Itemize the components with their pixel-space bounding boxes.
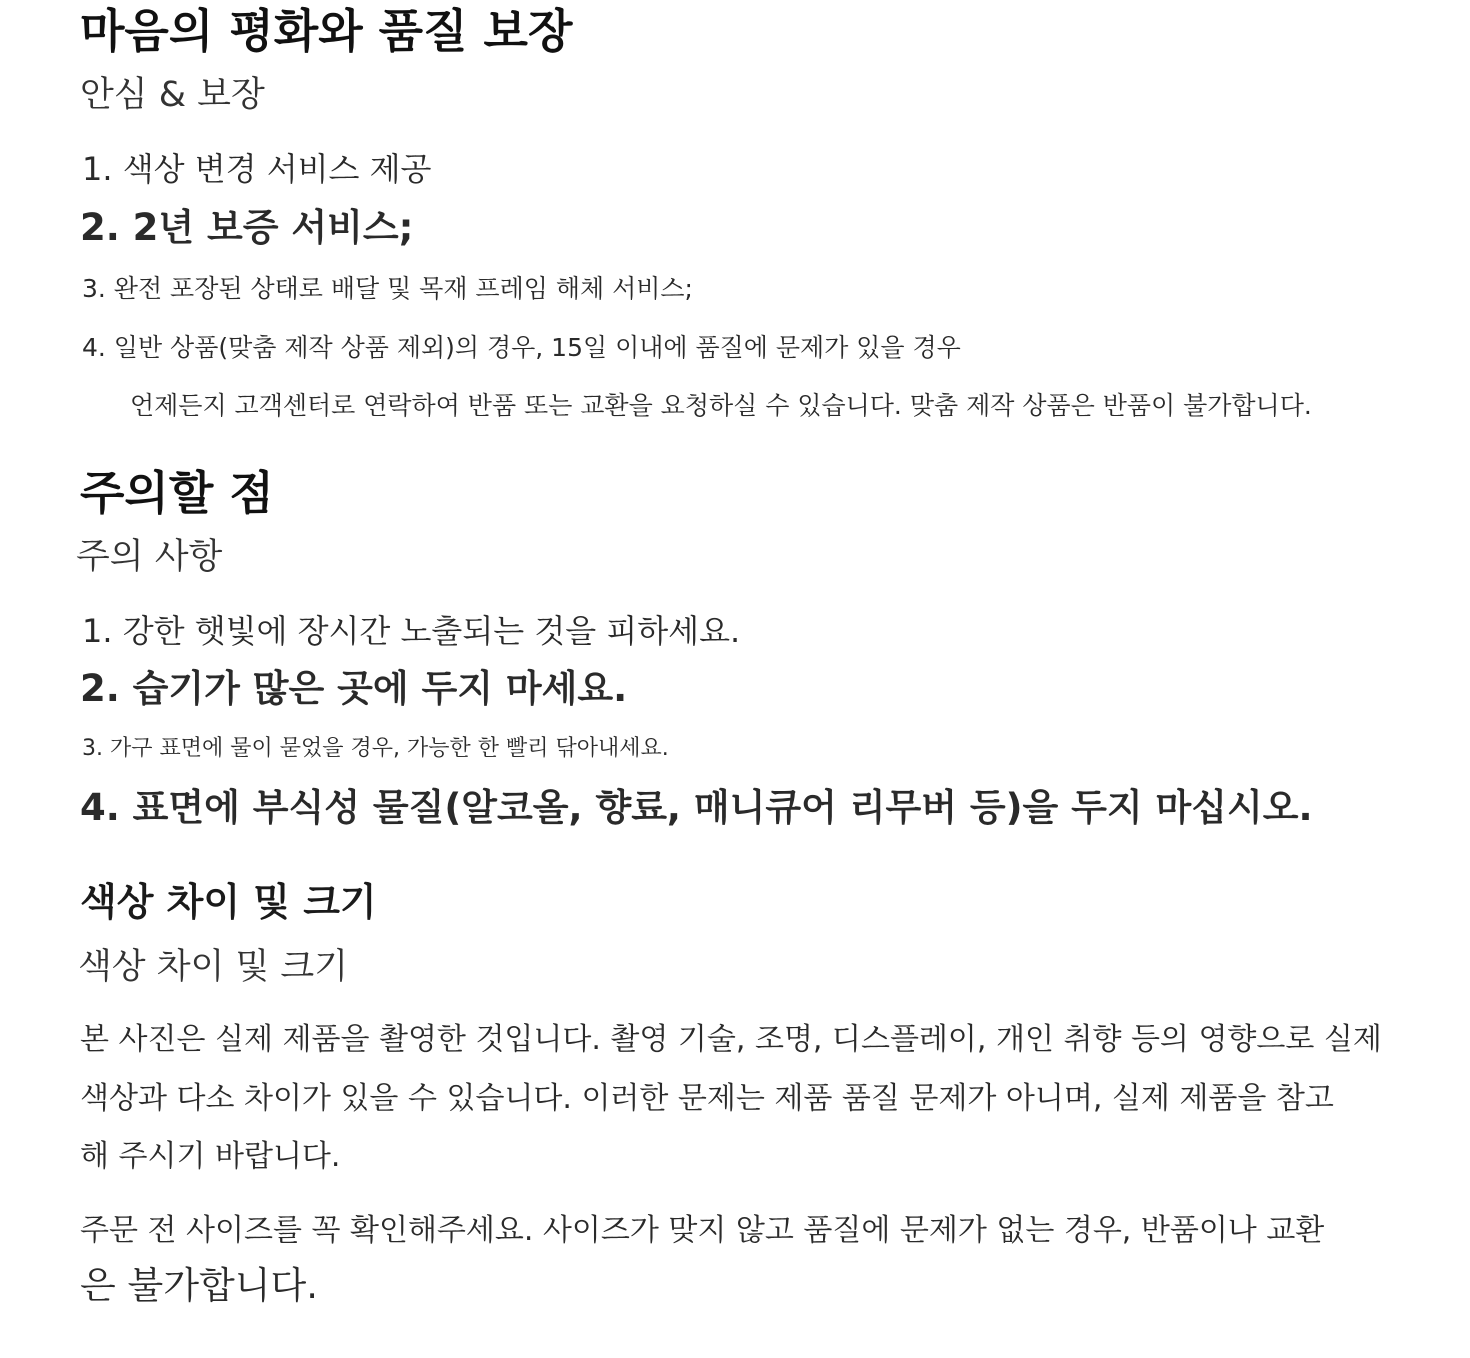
caution-item-2: 2. 습기가 많은 곳에 두지 마세요. bbox=[80, 667, 628, 710]
size-paragraph-line-2: 은 불가합니다. bbox=[80, 1264, 318, 1307]
color-size-subtitle: 색상 차이 및 크기 bbox=[78, 947, 349, 987]
guarantee-item-4: 4. 일반 상품(맞춤 제작 상품 제외)의 경우, 15일 이내에 품질에 문제가 있을 경우 bbox=[82, 333, 961, 362]
caution-title: 주의할 점 bbox=[80, 466, 274, 520]
caution-item-4: 4. 표면에 부식성 물질(알코올, 향료, 매니큐어 리무버 등)을 두지 마십시오. bbox=[80, 786, 1313, 829]
guarantee-item-1: 1. 색상 변경 서비스 제공 bbox=[82, 150, 432, 188]
caution-item-1: 1. 강한 햇빛에 장시간 노출되는 것을 피하세요. bbox=[82, 612, 741, 650]
guarantee-subtitle: 안심 & 보장 bbox=[80, 75, 265, 115]
color-paragraph-line-3: 해 주시기 바랍니다. bbox=[80, 1139, 341, 1174]
caution-item-3: 3. 가구 표면에 물이 묻었을 경우, 가능한 한 빨리 닦아내세요. bbox=[82, 736, 669, 761]
guarantee-item-4-continued: 언제든지 고객센터로 연락하여 반품 또는 교환을 요청하실 수 있습니다. 맞춤 제작 상품은 반품이 불가합니다. bbox=[130, 391, 1312, 420]
caution-subtitle: 주의 사항 bbox=[76, 537, 223, 577]
guarantee-item-2: 2. 2년 보증 서비스; bbox=[80, 206, 414, 249]
guarantee-item-3: 3. 완전 포장된 상태로 배달 및 목재 프레임 해체 서비스; bbox=[82, 274, 693, 303]
color-paragraph-line-2: 색상과 다소 차이가 있을 수 있습니다. 이러한 문제는 제품 품질 문제가 아니며, 실제 제품을 참고 bbox=[80, 1081, 1334, 1116]
color-paragraph-line-1: 본 사진은 실제 제품을 촬영한 것입니다. 촬영 기술, 조명, 디스플레이, 개인 취향 등의 영향으로 실제 bbox=[80, 1022, 1382, 1057]
size-paragraph-line-1: 주문 전 사이즈를 꼭 확인해주세요. 사이즈가 맞지 않고 품질에 문제가 없는 경우, 반품이나 교환 bbox=[80, 1213, 1325, 1248]
color-size-title: 색상 차이 및 크기 bbox=[80, 880, 377, 924]
guarantee-title: 마음의 평화와 품질 보장 bbox=[80, 4, 573, 58]
